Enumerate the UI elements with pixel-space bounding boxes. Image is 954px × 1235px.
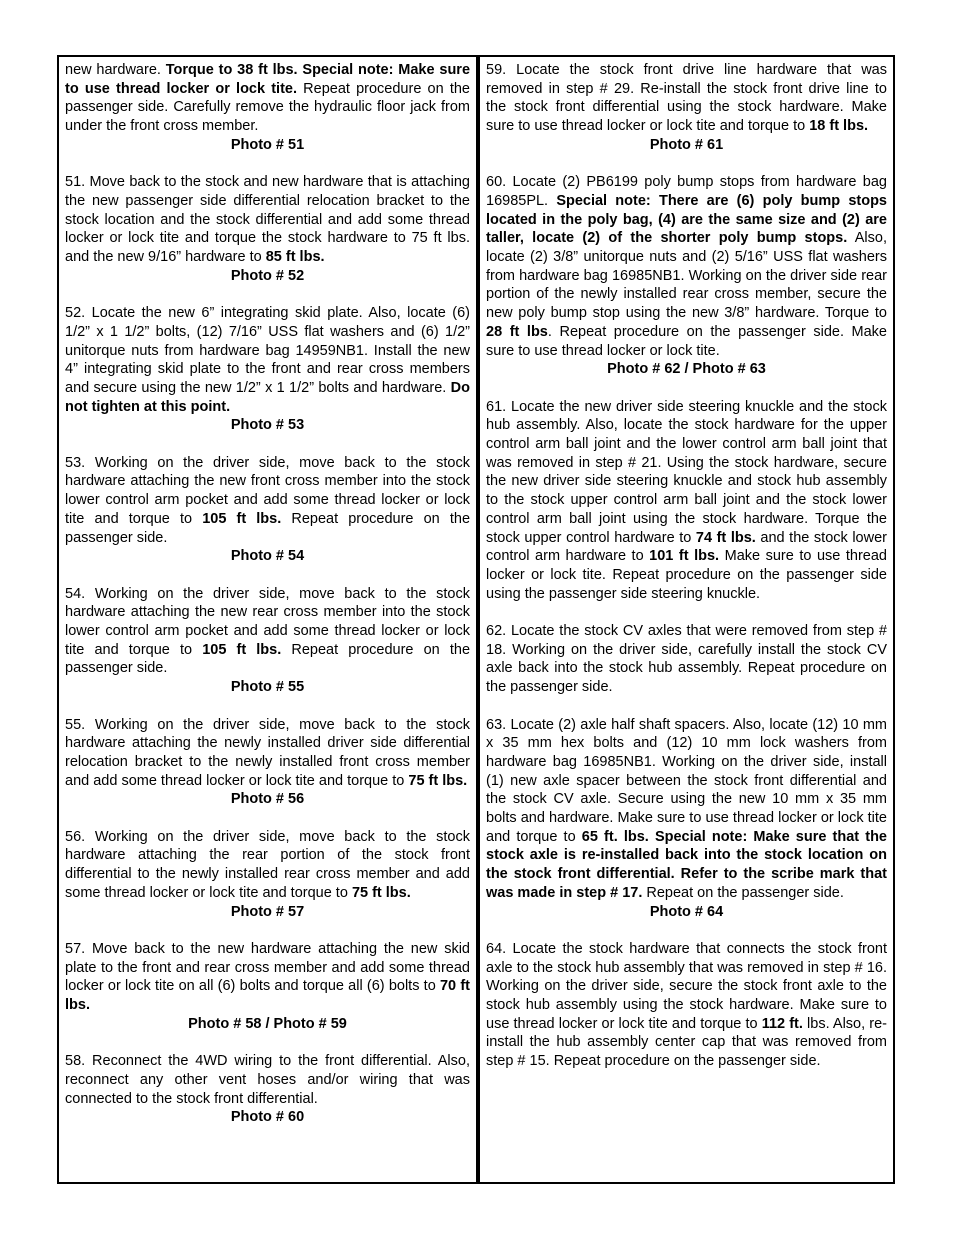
photo-reference: Photo # 61 [649, 136, 724, 153]
photo-reference: Photo # 52 [230, 267, 305, 284]
text-run: new hardware. [65, 62, 166, 78]
text-run: Repeat on the passenger side. [642, 884, 844, 901]
bold-text: Torque to 38 ft lbs. Special note: Make sure to use thread locker or lock tite. [65, 62, 471, 97]
spacer [65, 566, 470, 585]
step-61-text [486, 398, 887, 604]
step-64-text [486, 940, 887, 1071]
spacer [65, 921, 470, 940]
photo-reference: Photo # 60 [230, 1109, 305, 1126]
photo-reference: Photo # 51 [230, 136, 305, 153]
spacer [65, 285, 470, 304]
step-63-text [486, 716, 887, 903]
spacer [65, 1033, 470, 1052]
bold-text: 75 ft lbs. [351, 884, 411, 901]
bold-text: 105 ft lbs. [202, 510, 282, 527]
step-56-text [65, 828, 470, 903]
text-run: 57. Move back to the new hardware attaching the new skid plate to the front and rear cross member and add some thread locker or lock tite on all (6) bolts and torque all (6) bolts to [65, 940, 470, 995]
text-run: and the stock lower control arm hardware to [486, 529, 887, 565]
spacer [486, 155, 887, 174]
bold-text: 75 ft lbs. [408, 772, 468, 789]
bold-text: 85 ft lbs. [265, 249, 325, 266]
instruction-table [57, 55, 895, 1184]
spacer [65, 155, 470, 174]
text-run: 58. Reconnect the 4WD wiring to the front differential. Also, reconnect any other vent hoses and/or wiring that was connected to the stock front differential. [65, 1053, 470, 1107]
text-run: 56. Working on the driver side, move back to the stock hardware attaching the rear portion of the stock front differential to the newly installed rear cross member and add some thread locker or lock tite and torque to [65, 828, 470, 901]
bold-text: 74 ft lbs. [695, 529, 756, 546]
photo-reference: Photo # 53 [230, 417, 305, 434]
text-run: 64. Locate the stock hardware that connects the stock front axle to the stock hub assembly that was removed in step # 16. Working on the driver side, secure the stock front axle to the stock hub assembly using the stock hardware. Make sure to use thread locker or lock tite and torque to [486, 940, 887, 1032]
text-run: Repeat procedure on the passenger side. [65, 641, 471, 677]
bold-text: 65 ft. lbs. Special note: Make sure that the stock axle is re-installed back into the stock location on the stock front differential. Refer to the scribe mark that was made in step # 17. [486, 828, 887, 901]
spacer [486, 697, 887, 716]
step-52-text [65, 304, 470, 416]
text-run: Make sure to use thread locker or lock tite. Repeat procedure on the passenger side using the passenger side steering knuckle. [486, 548, 887, 602]
bold-text: Special note: There are (6) poly bump stops located in the poly bag, (4) are the same size and (2) are taller, locate (2) of the shorter poly bump stops. [486, 192, 887, 247]
spacer [486, 379, 887, 398]
bold-text: Do not tighten at this point. [65, 379, 470, 415]
text-run: 61. Locate the new driver side steering knuckle and the stock hub assembly. Also, locate the stock hardware for the upper control arm ball joint and the lower control arm ball joint that was removed in step # 21. Using the stock hardware, secure the new driver side steering knuckle and stock hub assembly to the stock upper control arm ball joint and the stock lower control arm ball joint using the stock hardware. Torque the stock upper control hardware to [486, 398, 887, 546]
photo-reference: Photo # 64 [649, 903, 724, 920]
bold-text: 112 ft. [761, 1015, 803, 1032]
text-run: Also, locate (2) 3/8” unitorque nuts and (2) 5/16” USS flat washers from hardware bag 16985NB1. Working on the driver side rear portion of the newly installed rear cross member, secure the new poly bump stop using the new 3/8” hardware. Torque to [486, 230, 887, 322]
right-column [478, 57, 893, 1182]
photo-reference: Photo # 57 [230, 903, 305, 920]
step-54-text [65, 585, 470, 679]
text-run: 51. Move back to the stock and new hardware that is attaching the new passenger side differential relocation bracket to the stock location and the stock differential and add some thread locker or lock tite and torque the stock hardware to 75 ft lbs. and the new 9/16” hardware to [65, 174, 470, 266]
text-run: 59. Locate the stock front drive line hardware that was removed in step # 29. Re-install the stock front drive line to the stock front differential using the stock hardware. Make sure to use thread locker or lock tite and torque to [486, 62, 887, 135]
text-run: 53. Working on the driver side, move back to the stock hardware attaching the new front cross member into the stock lower control arm pocket and add some thread locker or lock tite and torque to [65, 454, 470, 527]
bold-text: 18 ft lbs. [809, 118, 869, 135]
text-run: Repeat procedure on the passenger side. Carefully remove the hydraulic floor jack from under the front cross member. [65, 80, 470, 135]
text-run: 60. Locate (2) PB6199 poly bump stops from hardware bag 16985PL. [486, 174, 887, 209]
step-51-text [65, 173, 470, 267]
text-run: Repeat procedure on the passenger side. [65, 510, 471, 546]
bold-text: 28 ft lbs [486, 323, 548, 340]
step-53-text [65, 454, 470, 548]
bold-text: 70 ft lbs. [65, 978, 470, 1014]
step-57-text [65, 940, 470, 1015]
step-62-text [486, 622, 887, 697]
text-run: lbs. Also, re-install the hub assembly center cap that was removed from step # 15. Repeat procedure on the passenger side. [486, 1015, 887, 1070]
photo-reference: Photo # 54 [230, 548, 305, 565]
step-60-text [486, 173, 887, 360]
text-run: 63. Locate (2) axle half shaft spacers. Also, locate (12) 10 mm x 35 mm hex bolts and (12) 10 mm lock washers from hardware bag 16985NB1. Working on the driver side, install (1) new axle spacer between the stock front differential and the stock CV axle. Secure using the new 10 mm x 35 mm bolts and hardware. Make sure to use thread locker or lock tite and torque to [486, 716, 887, 845]
step-cont-text [65, 61, 470, 136]
left-column [59, 57, 478, 1182]
bold-text: 101 ft lbs. [649, 548, 720, 565]
step-55-text [65, 716, 470, 791]
text-run: 55. Working on the driver side, move back to the stock hardware attaching the newly installed driver side differential relocation bracket to the newly installed front cross member and add some thread locker or lock tite and torque to [65, 716, 470, 789]
spacer [486, 603, 887, 622]
spacer [486, 921, 887, 940]
spacer [65, 697, 470, 716]
photo-reference: Photo # 62 / Photo # 63 [607, 361, 766, 378]
photo-reference: Photo # 56 [230, 791, 305, 808]
spacer [65, 809, 470, 828]
photo-reference: Photo # 55 [230, 679, 305, 696]
step-58-text [65, 1052, 470, 1108]
text-run: 54. Working on the driver side, move back to the stock hardware attaching the new rear cross member into the stock lower control arm pocket and add some thread locker or lock tite and torque to [65, 585, 470, 658]
text-run: 52. Locate the new 6” integrating skid plate. Also, locate (6) 1/2” x 1 1/2” bolts, (12) 7/16” USS flat washers and (6) 1/2” unitorque nuts from hardware bag 14959NB1. Install the new 4” integrating skid plate to the front and rear cross members and secure using the new 1/2” x 1 1/2” bolts and hardware. [65, 305, 470, 396]
text-run: . Repeat procedure on the passenger side. Make sure to use thread locker or lock tite. [486, 323, 887, 359]
bold-text: 105 ft lbs. [202, 641, 282, 658]
step-59-text [486, 61, 887, 136]
text-run: 62. Locate the stock CV axles that were removed from step # 18. Working on the driver side, carefully install the stock CV axle back into the stock hub assembly. Repeat procedure on the passenger side. [486, 623, 887, 696]
photo-reference: Photo # 58 / Photo # 59 [188, 1015, 347, 1032]
spacer [65, 435, 470, 454]
